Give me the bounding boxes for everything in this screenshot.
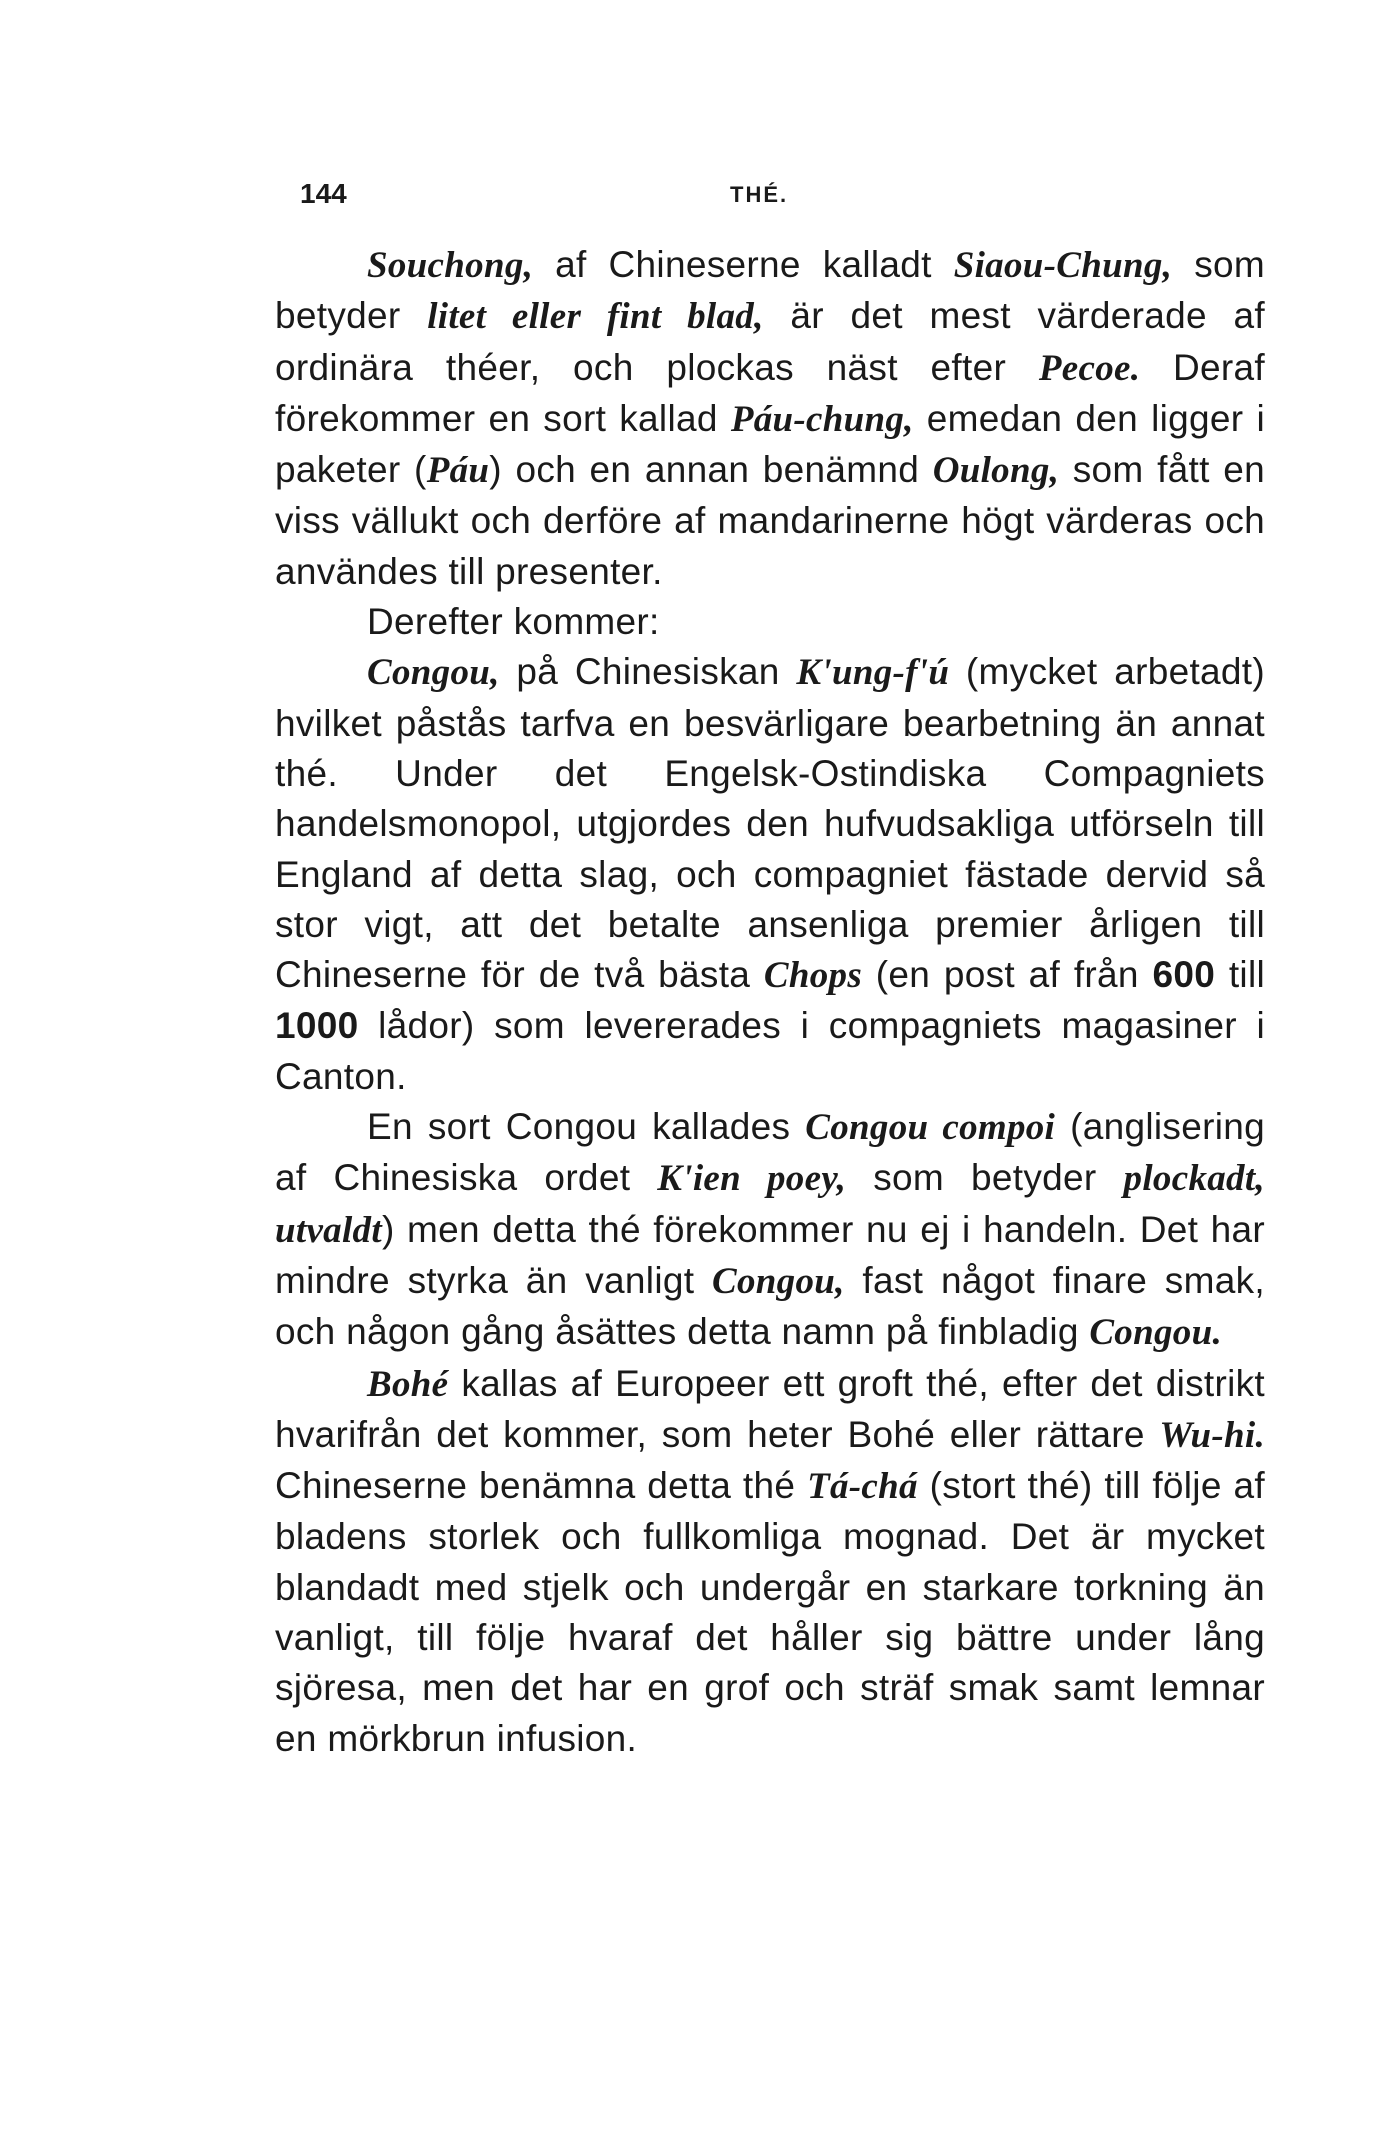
italic-term: Tá-chá	[807, 1466, 918, 1508]
text-run: Chineserne benämna detta thé	[275, 1465, 808, 1507]
paragraph-derefter	[275, 597, 1265, 647]
text-run: som betyder	[846, 1157, 1124, 1199]
text-run: kallas af Europeer ett groft thé, efter det distrikt hvarifrån det kommer, som heter Bohé eller rättare	[275, 1362, 1265, 1455]
italic-term: Oulong,	[932, 450, 1060, 492]
bold-number: 1000	[275, 1005, 359, 1047]
running-title: THÉ.	[730, 182, 789, 207]
text-run: är det mest värderade af ordinära théer, och plockas näst efter	[275, 295, 1265, 388]
text-run: emedan den ligger i paketer (	[275, 397, 1265, 491]
paragraph-bohe	[275, 1359, 1265, 1764]
paragraph-souchong	[275, 240, 1265, 597]
text-run: som fått en viss vällukt och derföre af mandarinerne högt värderas och användes till presenter.	[275, 449, 1265, 592]
text-run: som betyder	[275, 244, 1265, 337]
paragraph-congou-compoi	[275, 1102, 1265, 1358]
text-run: fast något finare smak, och någon gång åsättes detta namn på finbladig	[275, 1259, 1265, 1353]
italic-term: Congou.	[1089, 1312, 1223, 1354]
italic-term: Souchong,	[367, 245, 534, 286]
text-run: af Chineserne kalladt	[533, 244, 954, 285]
text-run: (stort thé) till följe af bladens storlek och fullkomliga mognad. Det är mycket blandadt med stjelk och undergår en starkare torkning än vanligt, till följe hvaraf det håller sig bättre under lång sjöresa, men det har en grof och sträf smak samt lemnar en mörkbrun infusion.	[275, 1465, 1265, 1759]
text-run: Derefter kommer:	[367, 601, 660, 643]
text-run: till	[1215, 954, 1265, 996]
italic-term: Bohé	[367, 1363, 449, 1405]
text-run: (mycket arbetadt) hvilket påstås tarfva en besvärligare bearbetning än annat thé. Under det Engelsk-Ostindiska Compagniets handelsmonopol, utgjordes den hufvudsakliga utförseln till England af detta slag, och compagniet fästade dervid så stor vigt, att det betalte ansenliga premier årligen till Chineserne för de två bästa	[275, 651, 1265, 996]
italic-term: Siaou-Chung,	[953, 245, 1173, 286]
text-run: ) och en annan benämnd	[489, 449, 933, 491]
text-run: En sort Congou kallades	[367, 1106, 806, 1148]
italic-term: plockadt, utvaldt	[275, 1158, 1265, 1251]
text-run: (en post af från	[862, 954, 1153, 996]
paragraph-congou	[275, 647, 1265, 1102]
text-run: Deraf förekommer en sort kallad	[275, 346, 1265, 439]
running-head	[300, 178, 1140, 218]
text-run: lådor) som levererades i compagniets magasiner i Canton.	[275, 1005, 1265, 1097]
italic-term: Wu-hi.	[1159, 1414, 1265, 1456]
italic-term: Páu-chung,	[730, 398, 914, 440]
italic-term: K'ien poey,	[657, 1158, 847, 1200]
italic-term: Congou,	[712, 1260, 845, 1302]
bold-number: 600	[1152, 954, 1216, 996]
text-run: på Chinesiskan	[499, 651, 797, 693]
italic-term: Chops	[763, 955, 863, 997]
italic-term: Páu	[426, 450, 490, 492]
page-number: 144	[300, 178, 347, 209]
italic-term: Congou,	[367, 652, 500, 694]
italic-term: litet eller fint blad,	[427, 296, 764, 338]
italic-term: Pecoe.	[1038, 347, 1141, 389]
text-run: ) men detta thé förekommer nu ej i handeln. Det har mindre styrka än vanligt	[275, 1208, 1265, 1301]
body-text	[275, 240, 1265, 1764]
italic-term: Congou compoi	[805, 1107, 1056, 1149]
text-run: (anglisering af Chinesiska ordet	[275, 1106, 1265, 1199]
italic-term: K'ung-f'ú	[796, 652, 950, 694]
